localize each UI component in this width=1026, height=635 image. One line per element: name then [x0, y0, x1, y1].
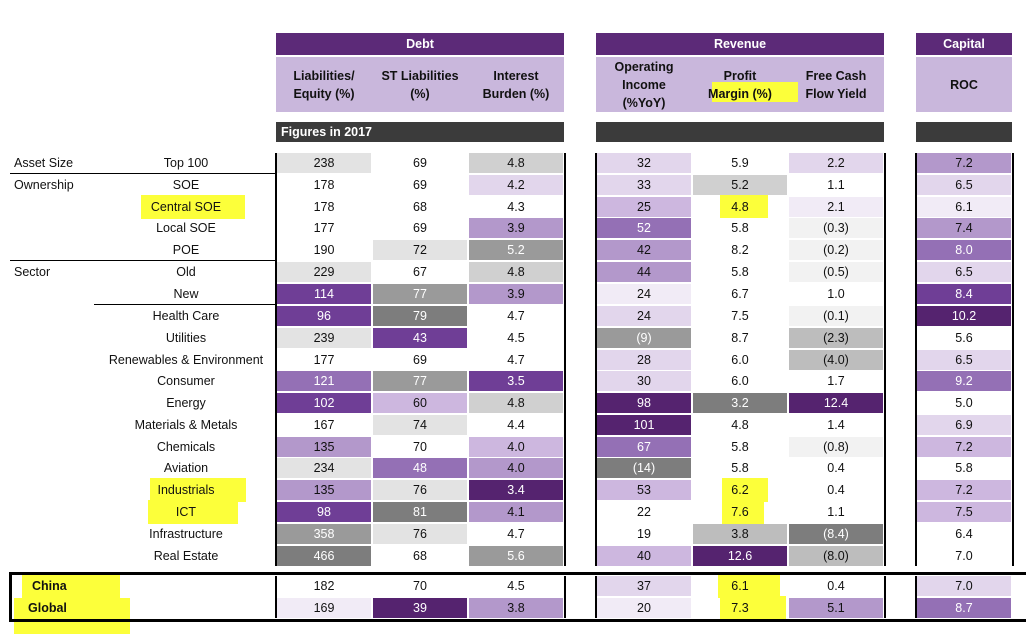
- data-cell: 39: [373, 598, 467, 618]
- data-cell: 239: [277, 328, 371, 348]
- data-cell: 8.7: [693, 328, 787, 348]
- data-cell: 98: [277, 502, 371, 522]
- data-cell: 67: [597, 437, 691, 457]
- group-header-capital: Capital: [916, 33, 1012, 55]
- data-cell: 12.4: [789, 393, 883, 413]
- data-cell: (0.3): [789, 218, 883, 238]
- data-cell: 4.8: [693, 415, 787, 435]
- data-cell: 5.0: [917, 393, 1011, 413]
- data-cell: 69: [373, 218, 467, 238]
- data-cell: 43: [373, 328, 467, 348]
- block-border: [884, 153, 886, 566]
- data-cell: 28: [597, 350, 691, 370]
- row-label: Energy: [166, 396, 206, 410]
- column-header-pm: [692, 57, 788, 112]
- data-cell: 0.4: [789, 458, 883, 478]
- data-cell: (14): [597, 458, 691, 478]
- data-cell: 101: [597, 415, 691, 435]
- data-cell: 4.5: [469, 576, 563, 596]
- data-cell: 178: [277, 197, 371, 217]
- row-label: Top 100: [163, 156, 209, 170]
- data-cell: 3.8: [693, 524, 787, 544]
- data-cell: 4.3: [469, 197, 563, 217]
- figures-bar-revenue: [596, 122, 884, 142]
- data-cell: 19: [597, 524, 691, 544]
- data-cell: 5.8: [693, 437, 787, 457]
- column-header-line: Profit: [723, 68, 757, 83]
- column-header-ib: [468, 57, 564, 112]
- data-cell: 4.0: [469, 458, 563, 478]
- data-cell: 24: [597, 284, 691, 304]
- data-cell: 7.0: [917, 546, 1011, 566]
- column-header-line: ROC: [950, 77, 978, 92]
- row-label: ICT: [175, 505, 197, 519]
- data-cell: 3.5: [469, 371, 563, 391]
- data-cell: 22: [597, 502, 691, 522]
- data-cell: 4.8: [469, 393, 563, 413]
- data-cell: 32: [597, 153, 691, 173]
- data-cell: 7.2: [917, 480, 1011, 500]
- data-cell: 7.4: [917, 218, 1011, 238]
- data-cell: 60: [373, 393, 467, 413]
- data-cell: 6.0: [693, 371, 787, 391]
- data-cell: 4.5: [469, 328, 563, 348]
- data-cell: 0.4: [789, 576, 883, 596]
- data-cell: 4.2: [469, 175, 563, 195]
- row-label-global: Global: [28, 601, 67, 615]
- row-label: Infrastructure: [149, 527, 223, 541]
- category-ownership: Ownership: [14, 178, 74, 192]
- column-header-le: [276, 57, 372, 112]
- row-label: Aviation: [163, 461, 209, 475]
- block-border: [595, 153, 597, 566]
- figures-bar: Figures in 2017: [276, 122, 564, 142]
- column-header-line: Interest: [493, 68, 539, 83]
- column-header-fcf: [788, 57, 884, 112]
- data-cell: 5.6: [917, 328, 1011, 348]
- data-cell: (8.0): [789, 546, 883, 566]
- data-cell: (0.5): [789, 262, 883, 282]
- data-cell: 8.7: [917, 598, 1011, 618]
- data-cell: 6.5: [917, 262, 1011, 282]
- divider-asset: [10, 173, 276, 174]
- divider-ownership: [10, 260, 276, 261]
- data-cell: 3.9: [469, 284, 563, 304]
- data-cell: (8.4): [789, 524, 883, 544]
- data-cell: 70: [373, 576, 467, 596]
- column-header-line: Free Cash: [805, 68, 867, 83]
- data-cell: 121: [277, 371, 371, 391]
- data-cell: 30: [597, 371, 691, 391]
- row-label: Chemicals: [156, 440, 216, 454]
- divider-new: [94, 304, 276, 305]
- data-cell: (0.8): [789, 437, 883, 457]
- data-cell: (4.0): [789, 350, 883, 370]
- data-cell: 79: [373, 306, 467, 326]
- row-label: Industrials: [157, 483, 215, 497]
- column-header-line: Burden (%): [482, 86, 550, 101]
- group-header-revenue: Revenue: [596, 33, 884, 55]
- row-label: Local SOE: [156, 221, 216, 235]
- column-header-line: ST Liabilities: [381, 68, 459, 83]
- data-cell: 3.8: [469, 598, 563, 618]
- data-cell: 10.2: [917, 306, 1011, 326]
- data-cell: 37: [597, 576, 691, 596]
- column-header-line: Flow Yield: [805, 86, 867, 101]
- column-header-roc: [916, 57, 1012, 112]
- data-cell: 77: [373, 284, 467, 304]
- data-cell: 4.7: [469, 350, 563, 370]
- data-cell: 48: [373, 458, 467, 478]
- data-cell: 69: [373, 175, 467, 195]
- data-cell: 4.4: [469, 415, 563, 435]
- data-cell: 6.9: [917, 415, 1011, 435]
- block-border: [1012, 153, 1014, 566]
- data-cell: 6.5: [917, 350, 1011, 370]
- data-cell: 7.0: [917, 576, 1011, 596]
- data-cell: 7.2: [917, 153, 1011, 173]
- data-cell: 4.0: [469, 437, 563, 457]
- data-cell: 7.5: [693, 306, 787, 326]
- data-cell: 25: [597, 197, 691, 217]
- row-label: Materials & Metals: [134, 418, 238, 432]
- data-cell: 68: [373, 197, 467, 217]
- data-cell: 2.1: [789, 197, 883, 217]
- data-cell: 20: [597, 598, 691, 618]
- data-cell: 98: [597, 393, 691, 413]
- data-cell: 3.2: [693, 393, 787, 413]
- data-cell: 1.1: [789, 502, 883, 522]
- data-cell: 4.7: [469, 524, 563, 544]
- data-cell: 169: [277, 598, 371, 618]
- data-cell: 12.6: [693, 546, 787, 566]
- data-cell: 70: [373, 437, 467, 457]
- row-label: Renewables & Environment: [108, 353, 264, 367]
- data-cell: 0.4: [789, 480, 883, 500]
- column-header-line: Liabilities/: [293, 68, 355, 83]
- data-cell: 234: [277, 458, 371, 478]
- data-cell: 81: [373, 502, 467, 522]
- data-cell: 1.0: [789, 284, 883, 304]
- data-cell: 1.7: [789, 371, 883, 391]
- category-sector: Sector: [14, 265, 51, 279]
- data-cell: 5.8: [693, 262, 787, 282]
- data-cell: 52: [597, 218, 691, 238]
- data-cell: 5.6: [469, 546, 563, 566]
- data-cell: 182: [277, 576, 371, 596]
- data-cell: 190: [277, 240, 371, 260]
- data-cell: 4.8: [469, 262, 563, 282]
- row-label: Consumer: [157, 374, 215, 388]
- block-border: [564, 153, 566, 566]
- column-header-line: Income: [622, 77, 666, 92]
- data-cell: 6.2: [731, 483, 749, 497]
- data-cell: 4.1: [469, 502, 563, 522]
- data-cell: 135: [277, 480, 371, 500]
- data-cell: 5.8: [693, 458, 787, 478]
- data-cell: 8.0: [917, 240, 1011, 260]
- data-cell: 7.5: [917, 502, 1011, 522]
- data-cell: (0.1): [789, 306, 883, 326]
- data-cell: 5.9: [693, 153, 787, 173]
- data-cell: 3.4: [469, 480, 563, 500]
- data-cell: 135: [277, 437, 371, 457]
- row-label: Central SOE: [150, 200, 222, 214]
- data-cell: 466: [277, 546, 371, 566]
- data-cell: 8.4: [917, 284, 1011, 304]
- data-cell: 74: [373, 415, 467, 435]
- column-header-oi: [596, 57, 692, 112]
- data-cell: 2.2: [789, 153, 883, 173]
- group-header-debt: Debt: [276, 33, 564, 55]
- data-cell: 3.9: [469, 218, 563, 238]
- data-cell: 102: [277, 393, 371, 413]
- figures-bar-capital: [916, 122, 1012, 142]
- data-cell: 177: [277, 218, 371, 238]
- column-header-line: (%YoY): [622, 95, 666, 110]
- data-cell: 53: [597, 480, 691, 500]
- row-label: Old: [176, 265, 196, 279]
- data-cell: 69: [373, 153, 467, 173]
- data-cell: 5.2: [469, 240, 563, 260]
- data-cell: 229: [277, 262, 371, 282]
- column-header-line: Equity (%): [293, 86, 355, 101]
- data-cell: 358: [277, 524, 371, 544]
- data-cell: 178: [277, 175, 371, 195]
- data-cell: 72: [373, 240, 467, 260]
- data-cell: 6.4: [917, 524, 1011, 544]
- data-cell: 5.1: [789, 598, 883, 618]
- data-cell: 6.0: [693, 350, 787, 370]
- data-cell: 8.2: [693, 240, 787, 260]
- column-header-line: Operating: [614, 59, 674, 74]
- data-cell: 7.3: [731, 601, 749, 615]
- data-cell: 40: [597, 546, 691, 566]
- data-cell: 167: [277, 415, 371, 435]
- data-cell: 114: [277, 284, 371, 304]
- data-cell: (9): [597, 328, 691, 348]
- totals-box: [9, 572, 1026, 622]
- row-label: POE: [172, 243, 200, 257]
- column-header-stl: [372, 57, 468, 112]
- row-label: Utilities: [165, 331, 207, 345]
- row-label: New: [173, 287, 199, 301]
- row-label: Health Care: [152, 309, 220, 323]
- data-cell: 24: [597, 306, 691, 326]
- data-cell: 1.4: [789, 415, 883, 435]
- data-cell: 77: [373, 371, 467, 391]
- data-cell: 6.7: [693, 284, 787, 304]
- data-cell: 177: [277, 350, 371, 370]
- data-cell: 1.1: [789, 175, 883, 195]
- column-header-line: Margin (%): [708, 86, 772, 101]
- data-cell: 67: [373, 262, 467, 282]
- block-border: [915, 153, 917, 566]
- data-cell: 238: [277, 153, 371, 173]
- data-cell: 7.2: [917, 437, 1011, 457]
- data-cell: 5.8: [917, 458, 1011, 478]
- data-cell: 6.1: [731, 579, 749, 593]
- data-cell: 4.8: [469, 153, 563, 173]
- data-cell: 44: [597, 262, 691, 282]
- data-cell: 69: [373, 350, 467, 370]
- data-cell: 6.1: [917, 197, 1011, 217]
- row-label: Real Estate: [153, 549, 219, 563]
- data-cell: 96: [277, 306, 371, 326]
- data-cell: 68: [373, 546, 467, 566]
- data-cell: 9.2: [917, 371, 1011, 391]
- data-cell: 7.6: [731, 505, 749, 519]
- data-cell: 76: [373, 480, 467, 500]
- category-asset-size: Asset Size: [14, 156, 74, 170]
- data-cell: 4.8: [731, 200, 749, 214]
- data-cell: 4.7: [469, 306, 563, 326]
- block-border: [275, 153, 277, 566]
- data-cell: (0.2): [789, 240, 883, 260]
- data-cell: 42: [597, 240, 691, 260]
- row-label: SOE: [172, 178, 200, 192]
- data-cell: 76: [373, 524, 467, 544]
- row-label-china: China: [32, 579, 67, 593]
- data-cell: 5.2: [693, 175, 787, 195]
- data-cell: (2.3): [789, 328, 883, 348]
- data-cell: 6.5: [917, 175, 1011, 195]
- column-header-line: (%): [410, 86, 430, 101]
- data-cell: 5.8: [693, 218, 787, 238]
- data-cell: 33: [597, 175, 691, 195]
